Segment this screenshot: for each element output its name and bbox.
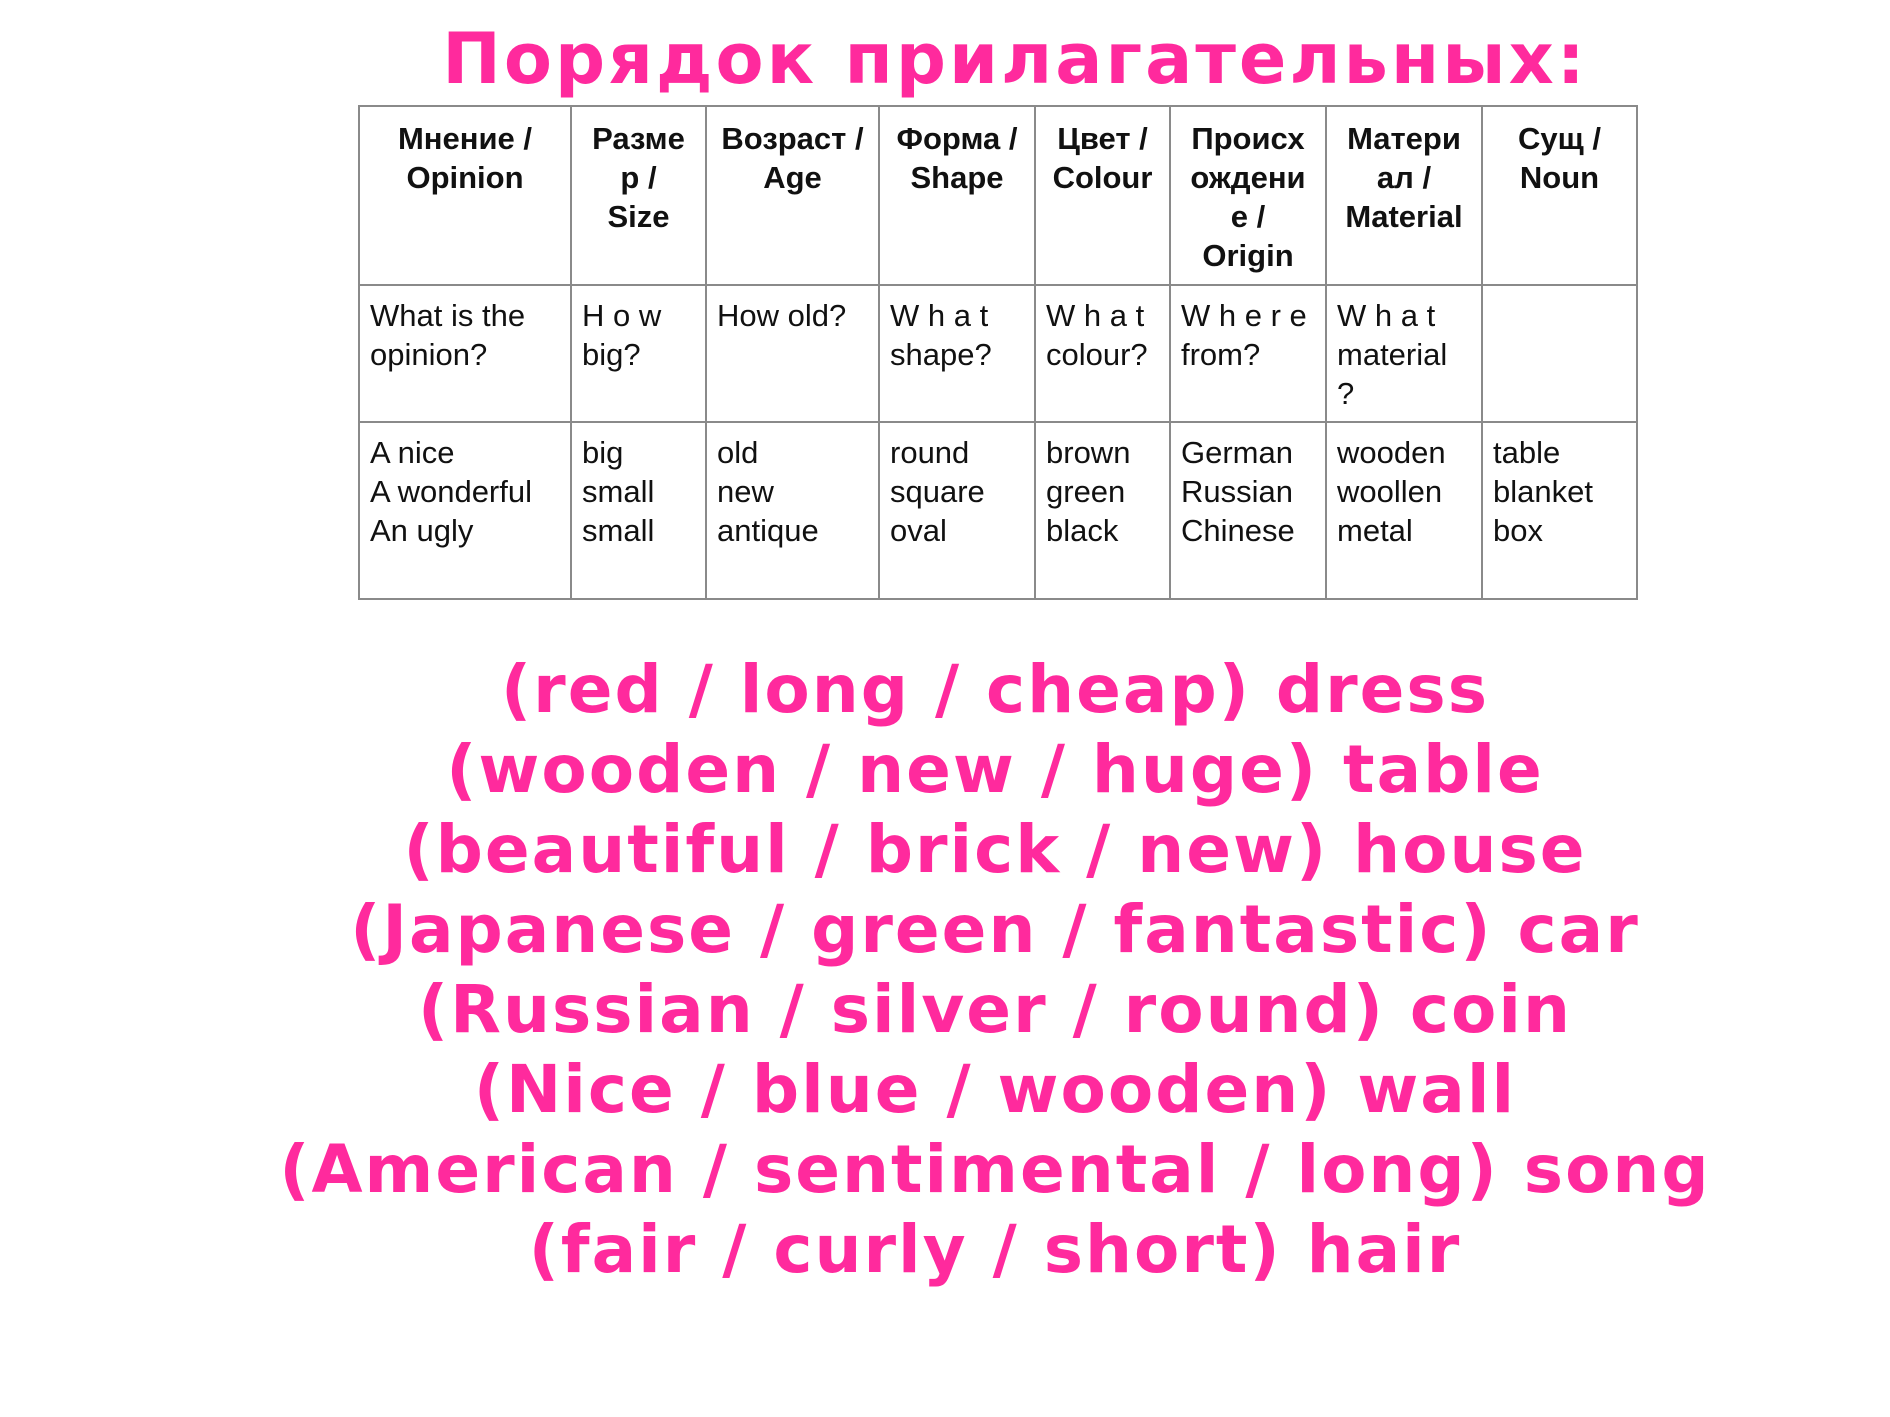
header-cell-size: Разме р / Size (571, 106, 706, 285)
header-cell-material: Матери ал / Material (1326, 106, 1482, 285)
header-cell-origin: Происх ождени е / Origin (1170, 106, 1326, 285)
example-cell-age: old new antique (706, 422, 879, 599)
adjective-order-table (358, 105, 1638, 600)
exercise-list (0, 650, 1890, 1290)
exercise-line: (Russian / silver / round) coin (418, 971, 1572, 1048)
example-cell-shape: round square oval (879, 422, 1035, 599)
example-cell-noun: table blanket box (1482, 422, 1637, 599)
question-cell-age: How old? (706, 285, 879, 422)
header-cell-noun: Сущ / Noun (1482, 106, 1637, 285)
example-cell-origin: German Russian Chinese (1170, 422, 1326, 599)
example-cell-opinion: A nice A wonderful An ugly (359, 422, 571, 599)
exercise-line: (American / sentimental / long) song (279, 1131, 1711, 1208)
exercise-line: (red / long / cheap) dress (501, 651, 1489, 728)
exercise-line: (Japanese / green / fantastic) car (350, 891, 1640, 968)
question-cell-shape: W h a t shape? (879, 285, 1035, 422)
question-cell-colour: W h a t colour? (1035, 285, 1170, 422)
exercise-line: (fair / curly / short) hair (528, 1211, 1462, 1288)
header-row (359, 106, 1637, 285)
header-cell-age: Возраст / Age (706, 106, 879, 285)
exercise-line: (beautiful / brick / new) house (403, 811, 1587, 888)
example-cell-size: big small small (571, 422, 706, 599)
header-cell-shape: Форма / Shape (879, 106, 1035, 285)
question-row (359, 285, 1637, 422)
question-cell-size: H o w big? (571, 285, 706, 422)
example-cell-colour: brown green black (1035, 422, 1170, 599)
page-title: Порядок прилагательных: (442, 18, 1588, 100)
header-cell-colour: Цвет / Colour (1035, 106, 1170, 285)
example-row (359, 422, 1637, 599)
question-cell-opinion: What is the opinion? (359, 285, 571, 422)
exercise-line: (Nice / blue / wooden) wall (473, 1051, 1517, 1128)
question-cell-noun (1482, 285, 1637, 422)
question-cell-material: W h a t material ? (1326, 285, 1482, 422)
header-cell-opinion: Мнение / Opinion (359, 106, 571, 285)
example-cell-material: wooden woollen metal (1326, 422, 1482, 599)
exercise-line: (wooden / new / huge) table (446, 731, 1544, 808)
question-cell-origin: W h e r e from? (1170, 285, 1326, 422)
